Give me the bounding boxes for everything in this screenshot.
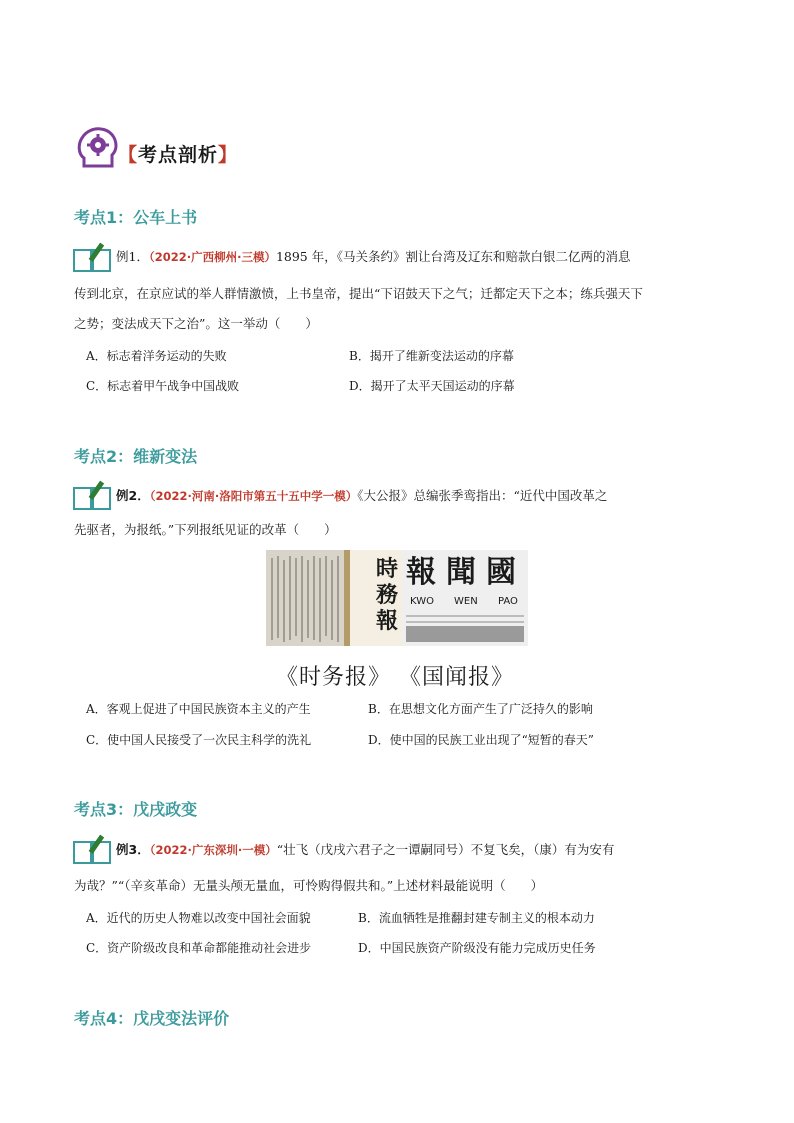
question-3-option-c[interactable]: C．资产阶级改良和革命都能推动社会进步	[86, 941, 312, 955]
masthead-shiwubao: 時 務 報	[376, 556, 399, 634]
title-bracket-close: 】	[218, 144, 239, 166]
question-2-source: （2022·河南·洛阳市第五十五中学一模）	[149, 489, 358, 503]
question-1-number: 例1．	[116, 249, 149, 264]
title-bracket-open: 【	[118, 144, 139, 166]
question-3-text-1: “壮飞（戊戌六君子之一谭嗣同号）不复飞矣，（康）有为安有	[276, 842, 615, 857]
question-3-option-b[interactable]: B．流血牺牲是推翻封建专制主义的根本动力	[358, 911, 595, 925]
question-2-option-d[interactable]: D．使中国的民族工业出现了“短暂的春天”	[368, 733, 594, 747]
question-1-text-1: 1895 年，《马关条约》割让台湾及辽东和赔款白银二亿两的消息	[275, 249, 631, 264]
image-caption: 《时务报》 《国闻报》	[276, 665, 514, 690]
question-2-option-a[interactable]: A．客观上促进了中国民族资本主义的产生	[86, 702, 311, 716]
book-pencil-icon	[72, 240, 112, 274]
question-1-line-1	[116, 247, 631, 267]
question-3-option-a[interactable]: A．近代的历史人物难以改变中国社会面貌	[86, 911, 311, 925]
question-1-source: （2022·广西柳州·三模）	[148, 250, 276, 264]
question-1-line-2: 传到北京，在京应试的举人群情激愤，上书皇帝，提出“下诏鼓天下之气；迁都定天下之本；练兵强天下	[74, 286, 643, 301]
question-2-text-1: 《大公报》总编张季鸾指出：“近代中国改革之	[357, 488, 608, 503]
topic-heading-1: 考点1：公车上书	[74, 208, 198, 227]
question-1-option-a[interactable]: A．标志着洋务运动的失败	[86, 349, 227, 363]
question-1-option-c[interactable]: C．标志着甲午战争中国战败	[86, 379, 240, 393]
question-1-option-d[interactable]: D．揭开了太平天国运动的序幕	[349, 379, 515, 393]
head-gear-icon	[76, 126, 120, 174]
question-2-line-2: 先驱者，为报纸。”下列报纸见证的改革（ ）	[74, 522, 337, 537]
romanized-kwo: KWO	[410, 596, 434, 607]
question-2-line-1	[116, 486, 607, 506]
title-text: 考点剖析	[138, 144, 219, 166]
question-2-option-c[interactable]: C．使中国人民接受了一次民主科学的洗礼	[86, 733, 312, 747]
book-pencil-icon	[72, 478, 112, 512]
topic-heading-2: 考点2：维新变法	[74, 447, 198, 466]
question-3-line-1	[116, 840, 614, 860]
question-2-number: 例2．	[116, 488, 150, 503]
question-1-option-b[interactable]: B．揭开了维新变法运动的序幕	[349, 349, 514, 363]
question-3-number: 例3．	[116, 842, 150, 857]
book-pencil-icon	[72, 832, 112, 866]
romanized-wen: WEN	[454, 596, 478, 607]
topic-heading-3: 考点3：戊戌政变	[74, 800, 198, 819]
question-3-option-d[interactable]: D．中国民族资产阶级没有能力完成历史任务	[358, 941, 596, 955]
section-title	[118, 140, 238, 167]
question-2-option-b[interactable]: B．在思想文化方面产生了广泛持久的影响	[368, 702, 593, 716]
question-3-source: （2022·广东深圳·一模）	[149, 843, 277, 857]
romanized-pao: PAO	[498, 596, 518, 607]
question-1-line-3: 之势；变法成天下之治”。这一举动（ ）	[74, 316, 318, 331]
question-3-line-2: 为哉？”“（辛亥革命）无量头颅无量血，可怜购得假共和。”上述材料最能说明（ ）	[74, 878, 544, 893]
masthead-guowenbao: 報聞國	[406, 555, 526, 590]
topic-heading-4: 考点4：戊戌变法评价	[74, 1009, 230, 1028]
